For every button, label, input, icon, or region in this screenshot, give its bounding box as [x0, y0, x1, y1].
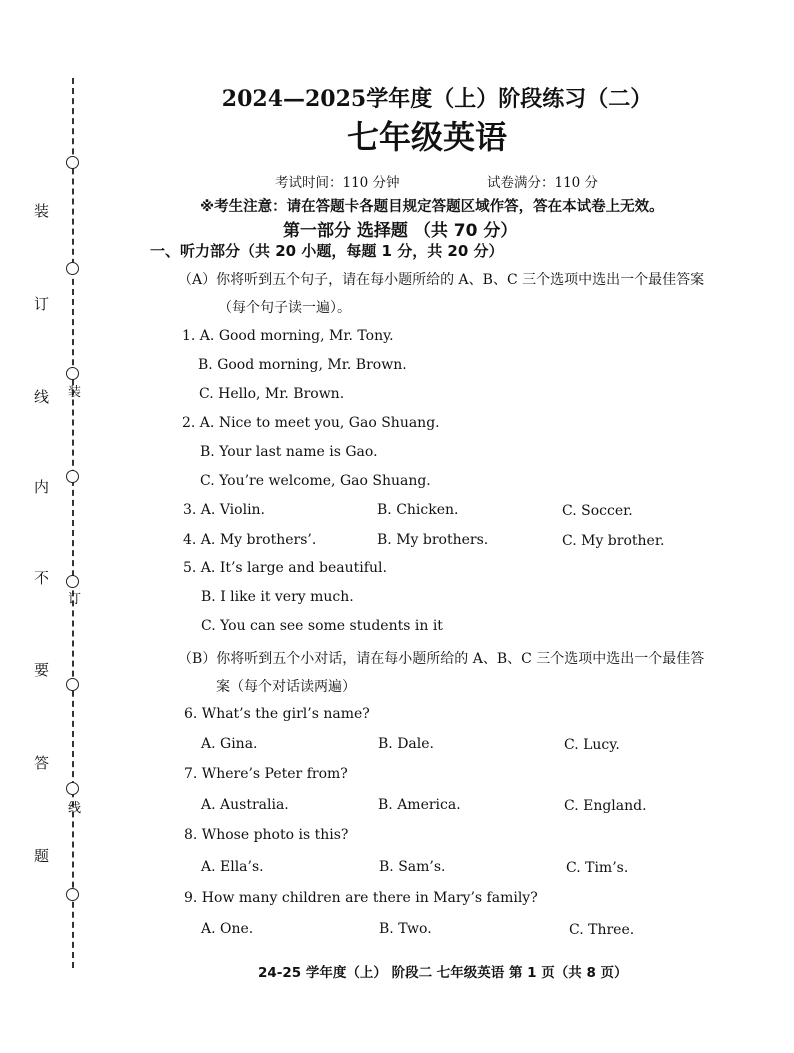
question-6-option-c: C. Lucy.: [564, 737, 620, 753]
question-7-option-a: A. Australia.: [201, 797, 289, 813]
binding-char: 题: [34, 847, 50, 865]
question-8-option-a: A. Ella’s.: [201, 859, 264, 875]
question-2-option-b: B. Your last name is Gao.: [200, 444, 378, 460]
question-4-option-c: C. My brother.: [562, 533, 665, 549]
binding-hole-circle: [66, 262, 79, 275]
subject-title: 七年级英语: [346, 118, 507, 156]
instruction-a-line1: （A）你将听到五个句子，请在每小题所给的 A、B、C 三个选项中选出一个最佳答案: [178, 272, 705, 288]
instruction-a: [178, 266, 738, 322]
section-title: 一、听力部分（共 20 小题，每题 1 分，共 20 分）: [150, 242, 504, 260]
question-6-option-b: B. Dale.: [378, 736, 434, 752]
question-7-stem: 7. Where’s Peter from?: [184, 766, 348, 782]
binding-inner-char: 线: [68, 801, 82, 816]
binding-hole-circle: [66, 888, 79, 901]
instruction-b: [178, 645, 738, 701]
question-8-option-b: B. Sam’s.: [379, 859, 446, 875]
question-3-option-a: 3. A. Violin.: [183, 502, 266, 518]
question-7-option-c: C. England.: [564, 798, 647, 814]
question-8-stem: 8. Whose photo is this?: [184, 827, 349, 843]
page-footer: 24-25 学年度（上） 阶段二 七年级英语 第 1 页（共 8 页）: [258, 965, 628, 981]
binding-hole-circle: [66, 470, 79, 483]
question-8-option-c: C. Tim’s.: [566, 860, 629, 876]
instruction-b-line1: （B）你将听到五个小对话，请在每小题所给的 A、B、C 三个选项中选出一个最佳答: [178, 651, 705, 667]
exam-notice: ※考生注意：请在答题卡各题目规定答题区域作答，答在本试卷上无效。: [200, 199, 664, 215]
binding-hole-circle: [66, 367, 79, 380]
question-3-option-c: C. Soccer.: [562, 503, 633, 519]
binding-inner-char: 装: [68, 385, 82, 400]
question-9-stem: 9. How many children are there in Mary’s family?: [184, 890, 538, 906]
binding-hole-circle: [66, 575, 79, 588]
instruction-b-line2: 案（每个对话读两遍）: [216, 679, 356, 695]
binding-char: 答: [34, 754, 50, 772]
exam-title: 2024—2025学年度（上）阶段练习（二）: [221, 86, 653, 112]
question-6-stem: 6. What’s the girl’s name?: [184, 706, 370, 722]
question-4-option-a: 4. A. My brothers’.: [183, 532, 317, 548]
binding-char: 订: [34, 295, 50, 313]
exam-time: 考试时间：110 分钟: [275, 175, 400, 191]
question-7-option-b: B. America.: [378, 797, 461, 813]
question-9-option-c: C. Three.: [569, 922, 635, 938]
binding-hole-circle: [66, 678, 79, 691]
question-4-option-b: B. My brothers.: [377, 532, 489, 548]
instruction-a-line2: （每个句子读一遍）。: [218, 300, 351, 316]
question-9-option-b: B. Two.: [379, 921, 432, 937]
binding-char: 线: [34, 388, 50, 406]
question-9-option-a: A. One.: [201, 921, 254, 937]
question-2-option-a: 2. A. Nice to meet you, Gao Shuang.: [182, 415, 440, 431]
binding-hole-circle: [66, 782, 79, 795]
question-5-option-c: C. You can see some students in it: [201, 618, 443, 634]
question-3-option-b: B. Chicken.: [377, 502, 459, 518]
question-1-option-a: 1. A. Good morning, Mr. Tony.: [182, 328, 394, 344]
binding-char: 装: [34, 202, 50, 220]
full-score: 试卷满分：110 分: [487, 175, 599, 191]
part-title: 第一部分 选择题 （共 70 分）: [283, 221, 518, 241]
question-1-option-b: B. Good morning, Mr. Brown.: [198, 357, 407, 373]
question-5-option-a: 5. A. It’s large and beautiful.: [183, 560, 387, 576]
binding-dashed-line: [72, 78, 74, 968]
question-1-option-c: C. Hello, Mr. Brown.: [199, 386, 345, 402]
binding-char: 内: [34, 478, 50, 496]
question-6-option-a: A. Gina.: [201, 736, 258, 752]
binding-char: 要: [34, 661, 50, 679]
binding-inner-char: 订: [68, 592, 82, 607]
question-5-option-b: B. I like it very much.: [201, 589, 354, 605]
binding-char: 不: [34, 569, 50, 587]
question-2-option-c: C. You’re welcome, Gao Shuang.: [200, 473, 431, 489]
